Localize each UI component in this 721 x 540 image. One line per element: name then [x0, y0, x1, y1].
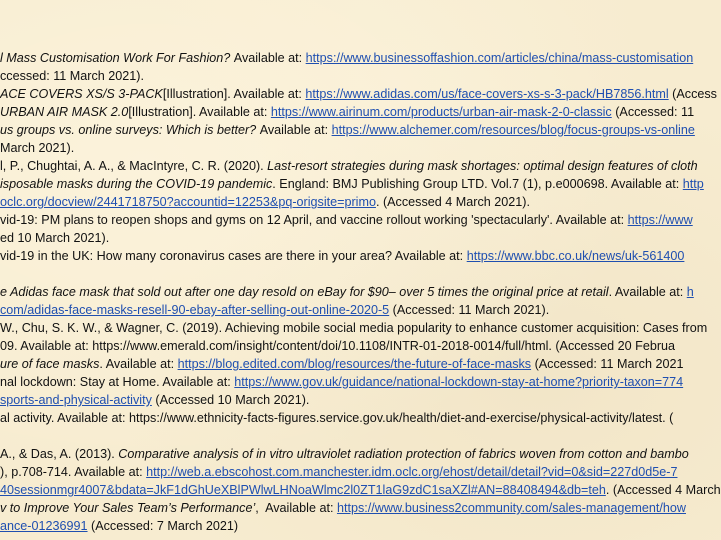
- reference-title: Comparative analysis of in vitro ultraviolet radiation protection of fabrics woven from cotton and bambo: [118, 447, 689, 461]
- reference-text: vid-19: PM plans to reopen shops and gyms on 12 April, and vaccine rollout working 'spectacularly'. Available at:: [0, 213, 628, 227]
- reference-line: [0, 338, 675, 354]
- reference-link[interactable]: http://web.a.ebscohost.com.manchester.idm.oclc.org/ehost/detail/detail?vid=0&sid=227d0d5e-7: [146, 465, 678, 479]
- reference-line: [0, 392, 309, 408]
- reference-text: vid-19 in the UK: How many coronavirus cases are there in your area? Available at:: [0, 249, 467, 263]
- reference-text: March 2021).: [0, 141, 75, 155]
- reference-text: W., Chu, S. K. W., & Wagner, C. (2019). Achieving mobile social media popularity to enhance customer acquisition: Cases from: [0, 321, 708, 335]
- reference-line: [0, 230, 109, 246]
- reference-title: l Mass Customisation Work For Fashion?: [0, 51, 234, 65]
- reference-text: 09. Available at: https://www.emerald.com/insight/content/doi/10.1108/INTR-01-2018-0014/full/html. (Accessed 20 Februa: [0, 339, 676, 353]
- reference-text: . England: BMJ Publishing Group LTD. Vol.7 (1), p.e000698. Available at:: [272, 177, 683, 191]
- reference-line: [0, 140, 74, 156]
- reference-line: [0, 446, 689, 462]
- reference-line: [0, 284, 694, 300]
- reference-line: [0, 500, 686, 516]
- reference-line: [0, 482, 721, 498]
- reference-link[interactable]: oclc.org/docview/2441718750?accountid=12253&pq-origsite=primo: [0, 195, 376, 209]
- reference-text: (Accessed 10 March 2021).: [151, 393, 310, 407]
- reference-line: [0, 50, 693, 66]
- reference-text: . (Accessed 4 March: [605, 483, 721, 497]
- reference-link[interactable]: https://www.airinum.com/products/urban-air-mask-2-0-classic: [270, 105, 612, 119]
- reference-text: (Accessed: 7 March 2021): [87, 519, 239, 533]
- reference-line: [0, 374, 683, 390]
- reference-line: [0, 356, 683, 372]
- reference-link[interactable]: https://blog.edited.com/blog/resources/the-future-of-face-masks: [177, 357, 532, 371]
- reference-line: [0, 176, 704, 192]
- reference-link[interactable]: https://www.business2community.com/sales-management/how: [336, 501, 686, 515]
- reference-title: e Adidas face mask that sold out after one day resold on eBay for $90– over 5 times the original price at retail: [0, 285, 609, 299]
- reference-link[interactable]: sports-and-physical-activity: [0, 393, 152, 407]
- reference-text: (Access: [668, 87, 717, 101]
- reference-text: A., & Das, A. (2013).: [0, 447, 119, 461]
- reference-text: (Accessed: 11: [611, 105, 695, 119]
- reference-link[interactable]: https://www.gov.uk/guidance/national-lockdown-stay-at-home?priority-taxon=774: [234, 375, 684, 389]
- reference-line: [0, 248, 684, 264]
- reference-text: l, P., Chughtai, A. A., & MacIntyre, C. R. (2020).: [0, 159, 268, 173]
- reference-link[interactable]: https://www: [627, 213, 693, 227]
- reference-line: [0, 122, 695, 138]
- reference-text: (Accessed: 11 March 2021: [531, 357, 684, 371]
- reference-line: [0, 320, 707, 336]
- reference-text: . (Accessed 4 March 2021).: [375, 195, 530, 209]
- reference-link[interactable]: https://www.adidas.com/us/face-covers-xs-s-3-pack/HB7856.html: [305, 87, 669, 101]
- reference-text: . Available at:: [608, 285, 687, 299]
- reference-text: Available at:: [233, 51, 306, 65]
- reference-link[interactable]: https://www.businessoffashion.com/articles/china/mass-customisation: [305, 51, 694, 65]
- reference-line: [0, 194, 530, 210]
- reference-title: v to Improve Your Sales Team’s Performance’: [0, 501, 256, 515]
- reference-title: us groups vs. online surveys: Which is better?: [0, 123, 260, 137]
- reference-link[interactable]: https://www.bbc.co.uk/news/uk-561400: [466, 249, 685, 263]
- reference-text: , Available at:: [255, 501, 337, 515]
- reference-text: Available at:: [259, 123, 332, 137]
- reference-title: ure of face masks: [0, 357, 100, 371]
- reference-link[interactable]: ance-01236991: [0, 519, 88, 533]
- reference-title: isposable masks during the COVID-19 pandemic: [0, 177, 273, 191]
- reference-link[interactable]: 40sessionmgr4007&bdata=JkF1dGhUeXBlPWlwLHNoaWlmc2l0ZT1laG9zdC1saXZl#AN=88408494&db=teh: [0, 483, 606, 497]
- reference-line: [0, 68, 144, 84]
- reference-link[interactable]: https://www.alchemer.com/resources/blog/focus-groups-vs-online: [331, 123, 695, 137]
- reference-line: [0, 302, 549, 318]
- reference-title: URBAN AIR MASK 2.0: [0, 105, 129, 119]
- reference-line: [0, 158, 698, 174]
- reference-title: ACE COVERS XS/S 3-PACK: [0, 87, 163, 101]
- reference-link[interactable]: http: [682, 177, 704, 191]
- reference-title: Last-resort strategies during mask shortages: optimal design features of cloth: [267, 159, 698, 173]
- reference-text: . Available at:: [99, 357, 178, 371]
- reference-line: [0, 410, 673, 426]
- reference-text: ed 10 March 2021).: [0, 231, 110, 245]
- reference-link[interactable]: com/adidas-face-masks-resell-90-ebay-after-selling-out-online-2020-5: [0, 303, 390, 317]
- reference-line: [0, 86, 717, 102]
- reference-text: (Accessed: 11 March 2021).: [389, 303, 550, 317]
- reference-line: [0, 212, 693, 228]
- reference-text: [Illustration]. Available at:: [162, 87, 306, 101]
- reference-text: ccessed: 11 March 2021).: [0, 69, 144, 83]
- reference-text: ), p.708-714. Available at:: [0, 465, 147, 479]
- reference-text: al activity. Available at: https://www.ethnicity-facts-figures.service.gov.uk/health/diet-and-exercise/physical-activity/latest. (: [0, 411, 674, 425]
- reference-link[interactable]: h: [686, 285, 694, 299]
- reference-line: [0, 518, 238, 534]
- reference-line: [0, 464, 677, 480]
- reference-line: [0, 104, 694, 120]
- reference-text: nal lockdown: Stay at Home. Available at:: [0, 375, 235, 389]
- reference-text: [Illustration]. Available at:: [128, 105, 271, 119]
